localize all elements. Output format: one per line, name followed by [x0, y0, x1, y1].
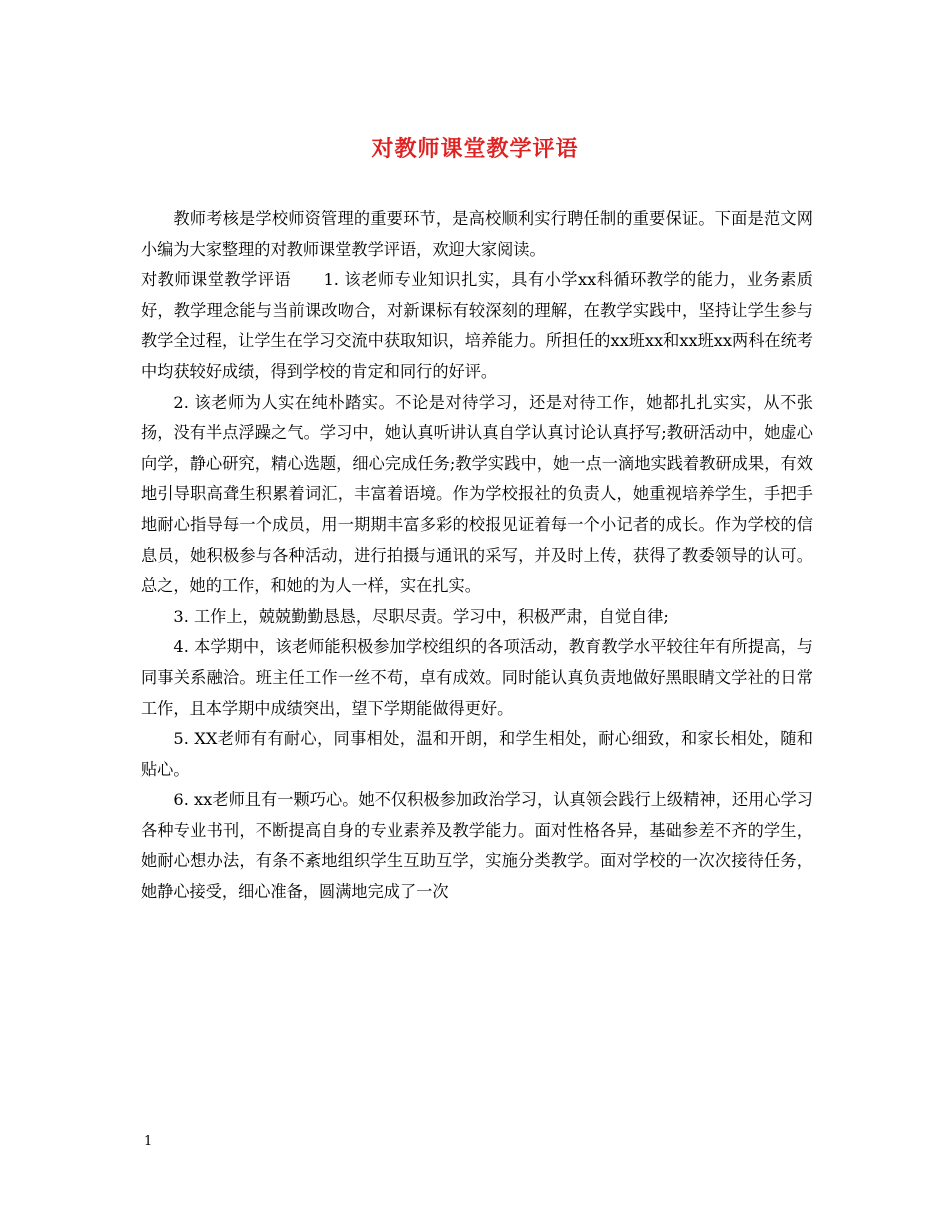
document-body: [141, 204, 813, 908]
document-title: 对教师课堂教学评语: [371, 136, 579, 162]
item-paragraph-2: 2. 该老师为人实在纯朴踏实。不论是对待学习，还是对待工作，她都扎扎实实，从不张扬，没有半点浮躁之气。学习中，她认真听讲认真自学认真讨论认真抒写;教研活动中，她虚心向学，静心研究，精心选题，细心完成任务;教学实践中，她一点一滴地实践着教研成果，有效地引导职高聋生积累着词汇，丰富着语境。作为学校报社的负责人，她重视培养学生，手把手地耐心指导每一个成员，用一期期丰富多彩的校报见证着每一个小记者的成长。作为学校的信息员，她积极参与各种活动，进行拍摄与通讯的采写，并及时上传，获得了教委领导的认可。总之，她的工作，和她的为人一样，实在扎实。: [141, 392, 813, 596]
section-heading: 对教师课堂教学评语: [141, 270, 292, 290]
item-paragraph-1: [141, 265, 813, 387]
page-number: 1: [144, 1134, 153, 1149]
item-paragraph-6: 6. xx老师且有一颗巧心。她不仅积极参加政治学习，认真领会践行上级精神，还用心学习各种专业书刊，不断提高自身的专业素养及教学能力。面对性格各异，基础参差不齐的学生，她耐心想办法，有条不紊地组织学生互助互学，实施分类教学。面对学校的一次次接待任务，她静心接受，细心准备，圆满地完成了一次: [141, 790, 813, 902]
item-paragraph-3: 3. 工作上，兢兢勤勤恳恳，尽职尽责。学习中，积极严肃，自觉自律;: [173, 606, 669, 626]
item-paragraph-5: 5. XX老师有有耐心，同事相处，温和开朗，和学生相处，耐心细致，和家长相处，随和贴心。: [141, 729, 813, 779]
item-text-1: 1. 该老师专业知识扎实，具有小学xx科循环教学的能力，业务素质好，教学理念能与当前课改吻合，对新课标有较深刻的理解，在教学实践中，坚持让学生参与教学全过程，让学生在学习交流中获取知识，培养能力。所担任的xx班xx和xx班xx两科在统考中均获较好成绩，得到学校的肯定和同行的好评。: [141, 270, 813, 381]
intro-paragraph: 教师考核是学校师资管理的重要环节，是高校顺利实行聘任制的重要保证。下面是范文网小编为大家整理的对教师课堂教学评语，欢迎大家阅读。: [141, 209, 813, 259]
item-paragraph-4: 4. 本学期中，该老师能积极参加学校组织的各项活动，教育教学水平较往年有所提高，与同事关系融洽。班主任工作一丝不苟，卓有成效。同时能认真负责地做好黑眼睛文学社的日常工作，且本学期中成绩突出，望下学期能做得更好。: [141, 637, 813, 718]
